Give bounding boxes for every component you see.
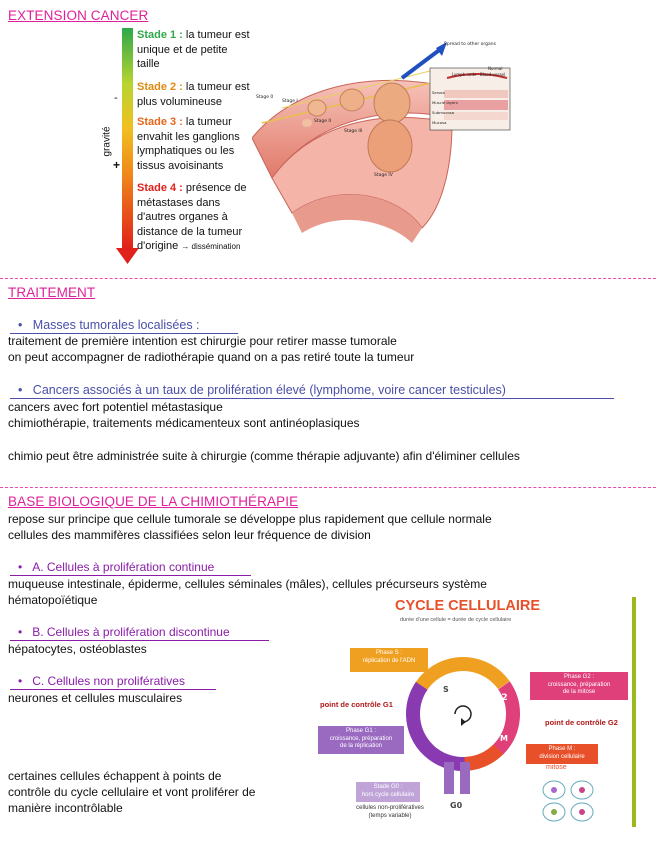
svg-text:Stage IV: Stage IV xyxy=(374,173,393,178)
stage-4-text: Stade 4 : présence de métastases dans d'autres organes à distance de la tumeur d'origine → dissémination xyxy=(137,182,247,252)
svg-text:Serosa: Serosa xyxy=(432,90,445,95)
svg-text:Submucosa: Submucosa xyxy=(432,110,455,115)
section-divider xyxy=(0,278,656,279)
subheading-cellules-continue: • A. Cellules à prolifération continue xyxy=(18,560,215,574)
stage-3-text: Stade 3 : la tumeur envahit les ganglions lymphatiques ou les tissus avoisinants xyxy=(137,116,240,172)
section-divider xyxy=(0,487,656,488)
section-title-traitement: TRAITEMENT xyxy=(8,285,96,300)
paragraph-base-intro: repose sur principe que cellule tumorale se développe plus rapidement que cellule normale cellules des mammifères classifiées selon leur fréquence de division xyxy=(8,512,492,542)
paragraph-cellules-continue: muqueuse intestinale, épiderme, cellules séminales (mâles), cellules précurseurs système hématopoïétique xyxy=(8,577,487,607)
svg-text:Stage II: Stage II xyxy=(314,119,332,124)
paragraph-echappement: certaines cellules échappent à points de contrôle du cycle cellulaire et vont proliférer de manière incontrôlable xyxy=(8,769,256,815)
bullet-icon: • xyxy=(18,674,33,688)
phase-g2-letter: G2 xyxy=(494,693,508,703)
cycle-title: CYCLE CELLULAIRE xyxy=(395,598,540,614)
cycle-subtitle: durée d'une cellule = durée de cycle cellulaire xyxy=(400,617,512,623)
stage-2-text: Stade 2 : la tumeur est plus volumineuse xyxy=(137,81,250,108)
phase-s-box: Phase S : réplication de l'ADN xyxy=(350,648,428,672)
section-title-base-biologique: BASE BIOLOGIQUE DE LA CHIMIOTHÉRAPIE xyxy=(8,494,299,509)
severity-minus-sign: - xyxy=(114,92,118,104)
svg-text:Muscle layers: Muscle layers xyxy=(432,100,458,105)
section-title-extension: EXTENSION CANCER xyxy=(8,8,149,23)
svg-text:Normal: Normal xyxy=(488,66,503,71)
svg-text:Stage I: Stage I xyxy=(282,99,298,104)
phase-g2-box: Phase G2 : croissance, préparation de la mitose xyxy=(530,672,628,700)
non-proliferative-note: cellules non-prolifératives (temps variable) xyxy=(356,805,424,819)
stage-1-text: Stade 1 : la tumeur est unique et de petite taille xyxy=(137,29,250,70)
paragraph-cellules-discontinue: hépatocytes, ostéoblastes xyxy=(8,642,147,656)
svg-text:Mucosa: Mucosa xyxy=(432,120,447,125)
phase-g0-box: Stade G0 : hors cycle cellulaire xyxy=(356,782,420,802)
colon-cancer-illustration xyxy=(252,28,514,266)
bullet-icon: • xyxy=(18,560,33,574)
bullet-cancers-proliferation: • Cancers associés à un taux de prolifération élevé (lymphome, voire cancer testicules) xyxy=(18,383,506,397)
phase-g0-letter: G0 xyxy=(450,801,463,810)
severity-plus-sign: + xyxy=(113,158,121,172)
subheading-cellules-discontinue: • B. Cellules à prolifération discontinue xyxy=(18,625,230,639)
phase-m-letter: M xyxy=(500,734,508,743)
phase-s-letter: S xyxy=(443,685,449,694)
paragraph-cancers: cancers avec fort potentiel métastasique chimiothérapie, traitements médicamenteux sont antinéoplasiques xyxy=(8,400,360,430)
bullet-icon: • xyxy=(18,383,33,397)
checkpoint-g2-label: point de contrôle G2 xyxy=(545,718,618,727)
bullet-masses-localisees: • Masses tumorales localisées : xyxy=(18,318,200,332)
paragraph-cellules-non-proliferatives: neurones et cellules musculaires xyxy=(8,691,183,705)
svg-text:Spread to other organs: Spread to other organs xyxy=(444,42,496,47)
severity-axis-label: gravité xyxy=(101,126,113,157)
phase-m-box: Phase M : division cellulaire xyxy=(526,744,598,764)
mitosis-cells-illustration xyxy=(538,778,624,826)
phase-g1-box: Phase G1 : croissance, préparation de la réplication xyxy=(318,726,404,754)
svg-text:Blood vessel: Blood vessel xyxy=(480,72,506,77)
svg-text:Stage 0: Stage 0 xyxy=(256,95,274,100)
bullet-icon: • xyxy=(18,625,33,639)
phase-g1-letter: G1 xyxy=(434,741,448,751)
svg-text:Stage III: Stage III xyxy=(344,129,363,134)
paragraph-masses: traitement de première intention est chirurgie pour retirer masse tumorale on peut accompagner de radiothérapie quand on a pas retiré toute la tumeur xyxy=(8,334,415,364)
subheading-cellules-non-proliferatives: • C. Cellules non prolifératives xyxy=(18,674,185,688)
cycle-side-bar xyxy=(632,597,636,827)
bullet-icon: • xyxy=(18,318,33,332)
checkpoint-g1-label: point de contrôle G1 xyxy=(320,700,393,709)
mitose-label: mitose xyxy=(546,764,567,771)
paragraph-chimio-note: chimio peut être administrée suite à chirurgie (comme thérapie adjuvante) afin d'éliminer cellules xyxy=(8,449,520,463)
svg-text:Lymph node: Lymph node xyxy=(452,72,477,77)
